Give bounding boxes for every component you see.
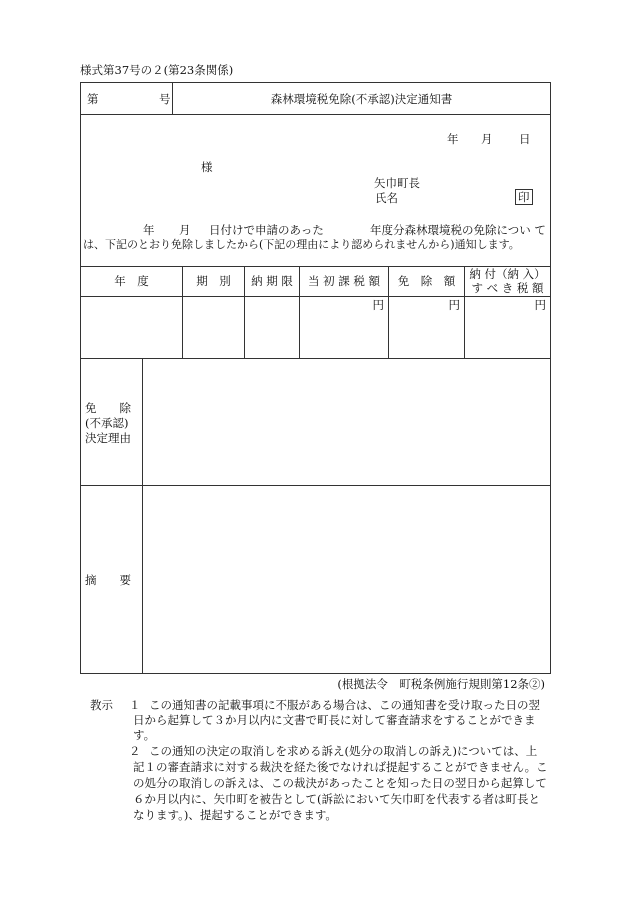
divider xyxy=(81,114,550,115)
date-month: 月 xyxy=(481,132,493,146)
legal-basis: (根拠法令 町税条例施行規則第12条②) xyxy=(337,677,545,691)
number-suffix: 号 xyxy=(159,92,171,106)
header-period: 期 別 xyxy=(196,274,231,288)
notice-item1-line1: この通知書の記載事項に不服がある場合は、この通知書を受け取った日の翌 xyxy=(149,698,540,712)
body-line1-end: 年度分森林環境税の免除につい て xyxy=(370,223,546,237)
header-exemption: 免 除 額 xyxy=(397,274,456,288)
divider xyxy=(81,296,550,297)
divider xyxy=(81,485,550,486)
remarks-label: 摘 要 xyxy=(85,573,131,587)
header-fiscal-year: 年 度 xyxy=(114,274,149,288)
date-year: 年 xyxy=(447,132,459,146)
header-payable-line1: 納 付（納 入） xyxy=(469,267,546,281)
seal-mark xyxy=(515,190,533,204)
date-day: 日 xyxy=(519,132,531,146)
notice-item2-line5: なります。)、提起することができます。 xyxy=(133,808,337,822)
body-line2: は、下記のとおり免除しましたから(下記の理由により認められませんから)通知します。 xyxy=(83,238,520,251)
body-month: 月 xyxy=(179,223,191,237)
notice-item2-line1: この通知の決定の取消しを求める訴え(処分の取消しの訴え)については、上 xyxy=(149,744,538,758)
form-number: 様式第37号の２(第23条関係) xyxy=(80,63,234,77)
notice-item1-number: １ xyxy=(129,698,141,712)
notification-form xyxy=(80,82,551,674)
body-year: 年 xyxy=(143,223,155,237)
notice-item2-line4: ６か月以内に、矢巾町を被告として(訴訟において矢巾町を代表する者は町長と xyxy=(133,792,540,806)
reason-label-3: 決定理由 xyxy=(85,431,131,445)
header-due-date: 納 期 限 xyxy=(251,274,293,288)
sender-name-label: 氏名 xyxy=(375,191,398,205)
unit-initial-tax: 円 xyxy=(372,298,384,312)
notice-item2-number: ２ xyxy=(129,744,141,758)
notice-item1-line3: す。 xyxy=(133,728,156,742)
reason-label-2: (不承認) xyxy=(85,416,129,430)
divider xyxy=(142,358,143,673)
header-payable-line2: す べ き 税 額 xyxy=(471,281,544,295)
unit-payable: 円 xyxy=(534,298,546,312)
reason-label-1: 免 除 xyxy=(85,401,131,415)
body-day-text: 日付けで申請のあった xyxy=(209,223,324,237)
number-prefix: 第 xyxy=(87,92,99,106)
seal-text: 印 xyxy=(515,189,533,205)
document-title: 森林環境税免除(不承認)決定通知書 xyxy=(270,92,453,106)
divider xyxy=(81,358,550,359)
notice-item2-line2: 記１の審査請求に対する裁決を経た後でなければ提起することができません。こ xyxy=(133,760,548,774)
unit-exemption: 円 xyxy=(448,298,460,312)
notice-item1-line2: 日から起算して３か月以内に文書で町長に対して審査請求をすることができま xyxy=(133,713,536,727)
header-initial-tax: 当 初 課 税 額 xyxy=(307,274,381,288)
notice-label: 教示 xyxy=(90,698,113,712)
notice-item2-line3: の処分の取消しの訴えは、この裁決があったことを知った日の翌日から起算して xyxy=(133,776,547,790)
sender-title: 矢巾町長 xyxy=(374,176,420,190)
addressee-suffix: 様 xyxy=(201,160,213,174)
